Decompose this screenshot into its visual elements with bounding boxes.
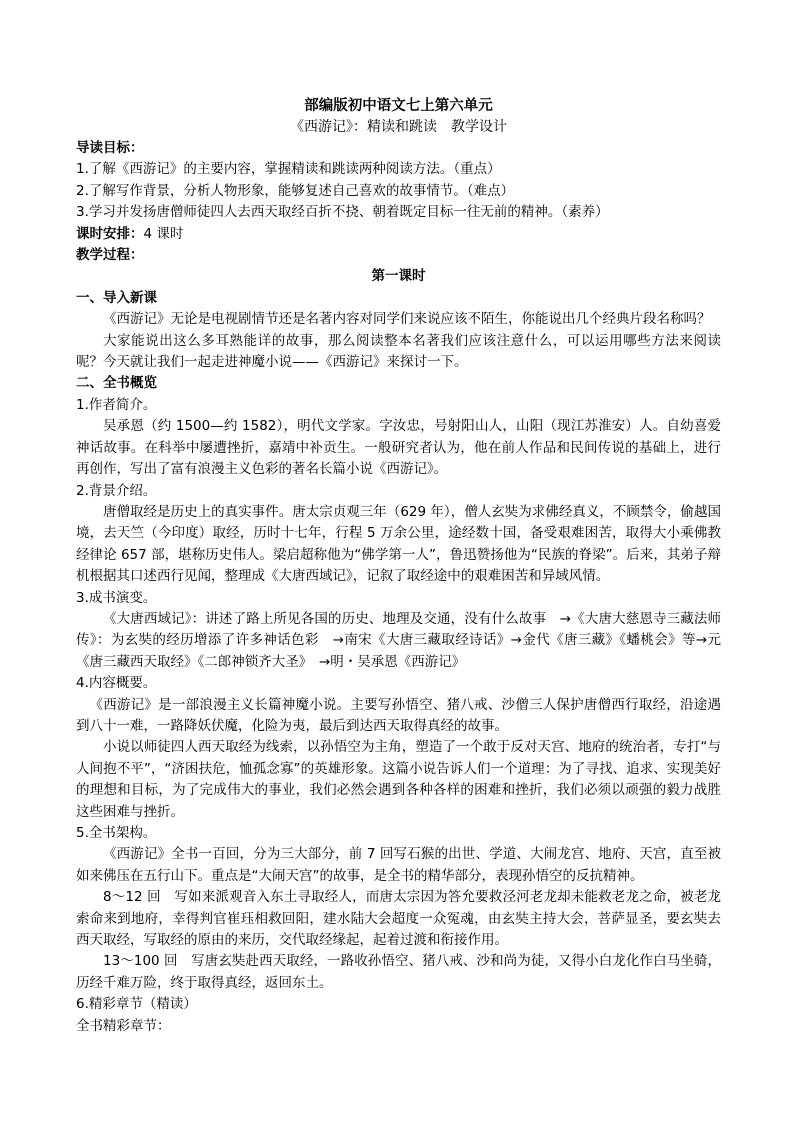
goal-item: 1.了解《西游记》的主要内容，掌握精读和跳读两种阅读方法。（重点） [76, 161, 501, 178]
item4-paragraph: 《西游记》是一部浪漫主义长篇神魔小说。主要写孙悟空、猪八戒、沙僧三人保护唐僧西行取经，沿途遇到八十一难，一路降妖伏魔，化险为夷，最后到达西天取得真经的故事。 [76, 696, 721, 734]
item2-paragraph: 唐僧取经是历史上的真实事件。唐太宗贞观三年（629 年），僧人玄奘为求佛经真义，不顾禁令，偷越国境，去天竺（今印度）取经，历时十七年，行程 5 万余公里，途经数十国，备受艰难困苦，取得大小乘佛教经律论 657 部，堪称历史伟人。梁启超称他为“佛学第一人”，鲁迅赞扬他为“民族的脊梁”。后来，其弟子辩机根据其口述西行见闻，整理成《大唐西域记》，记叙了取经途中的艰难困苦和异域风情。 [76, 503, 721, 585]
lesson-title: 第一课时 [371, 268, 426, 285]
item4-paragraph: 小说以师徒四人西天取经为线索，以孙悟空为主角，塑造了一个敢于反对天宫、地府的统治者，专打“与人间抱不平”，“济困扶危，恤孤念寡”的英雄形象。这篇小说告诉人们一个道理：为了寻找、追求、实现美好的理想和目标，为了完成伟大的事业，我们必然会遇到各种各样的困难和挫折，我们必须以顽强的毅力战胜这些困难与挫折。 [76, 739, 721, 820]
document-subtitle: 《西游记》：精读和跳读 教学设计 [290, 119, 507, 135]
schedule-value: 4 课时 [143, 225, 184, 242]
schedule-label: 课时安排： [76, 225, 144, 242]
item5-paragraph: 《西游记》全书一百回，分为三大部分，前 7 回写石猴的出世、学道、大闹龙宫、地府、天宫，直至被如来佛压在五行山下。重点是“大闹天宫”的故事，是全书的精华部分，表现孙悟空的反抗精神。 [76, 846, 721, 884]
item1-paragraph: 吴承恩（约 1500—约 1582），明代文学家。字汝忠，号射阳山人，山阳（现江苏淮安）人。自幼喜爱神话故事。在科举中屡遭挫折，嘉靖中补贡生。一般研究者认为，他在前人作品和民间传说的基础上，进行再创作，写出了富有浪漫主义色彩的著名长篇小说《西游记》。 [76, 418, 721, 478]
document-title: 部编版初中语文七上第六单元 [304, 98, 493, 114]
document-page [76, 96, 721, 1037]
goal-item: 2.了解写作背景，分析人物形象，能够复述自己喜欢的故事情节。（难点） [76, 182, 515, 199]
item3-paragraph: 《大唐西域记》：讲述了路上所见各国的历史、地理及交通，没有什么故事 →《大唐大慈恩寺三藏法师传》：为玄奘的经历增添了许多神话色彩 →南宋《大唐三藏取经诗话》→金代《唐三藏》《蟠桃会》等→元《唐三藏西天取经》《二郎神锁齐大圣》 →明・吴承恩《西游记》 [76, 610, 721, 670]
section1-heading: 一、导入新课 [76, 289, 157, 306]
goal-item: 3.学习并发扬唐僧师徒四人去西天取经百折不挠、朝着既定目标一往无前的精神。（素养） [76, 204, 609, 221]
goals-heading: 导读目标： [76, 140, 144, 156]
process-heading: 教学过程： [76, 247, 144, 264]
section1-paragraph: 《西游记》无论是电视剧情节还是名著内容对同学们来说应该不陌生，你能说出几个经典片段名称吗？ [103, 311, 711, 328]
item5-heading: 5.全书架构。 [76, 825, 157, 841]
item6-subheading: 全书精彩章节： [76, 1017, 171, 1034]
item3-heading: 3.成书演变。 [76, 589, 157, 606]
item1-heading: 1.作者简介。 [76, 396, 157, 413]
section1-paragraph: 大家能说出这么多耳熟能详的故事，那么阅读整本名著我们应该注意什么，可以运用哪些方法来阅读呢？今天就让我们一起走进神魔小说——《西游记》来探讨一下。 [76, 332, 721, 371]
item4-heading: 4.内容概要。 [76, 675, 157, 692]
section2-heading: 二、全书概览 [76, 375, 157, 392]
item2-heading: 2.背景介绍。 [76, 482, 157, 499]
item5-paragraph: 8～12 回 写如来派观音入东土寻取经人，而唐太宗因为答允要救泾河老龙却未能救老龙之命，被老龙索命来到地府，幸得判官崔珏相救回阳，建水陆大会超度一众冤魂，由玄奘主持大会，菩萨显圣，要玄奘去西天取经，写取经的原由的来历，交代取经缘起，起着过渡和衔接作用。 [76, 889, 721, 949]
item5-paragraph: 13～100 回 写唐玄奘赴西天取经，一路收孙悟空、猪八戒、沙和尚为徒，又得小白龙化作白马坐骑，历经千难万险，终于取得真经，返回东土。 [76, 953, 721, 991]
item6-heading: 6.精彩章节（精读） [76, 996, 197, 1013]
schedule-line [76, 224, 721, 245]
